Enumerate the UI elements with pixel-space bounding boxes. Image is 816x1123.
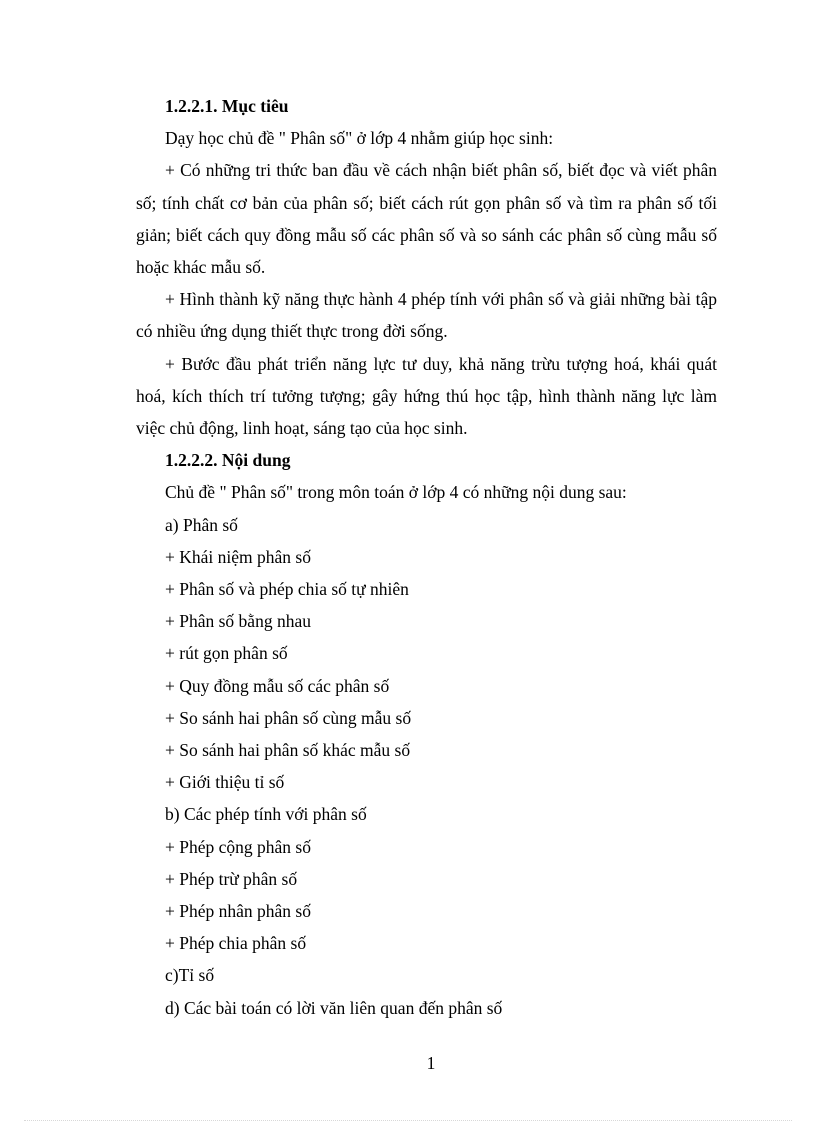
- goal-paragraph-skills: + Hình thành kỹ năng thực hành 4 phép tính với phân số và giải những bài tập có nhiều ứng dụng thiết thực trong đời sống.: [136, 289, 717, 342]
- page-bottom-divider: [24, 1120, 792, 1121]
- content-item: + Giới thiệu tỉ số: [165, 772, 285, 793]
- section-intro-muc-tieu: Dạy học chủ đề " Phân số" ở lớp 4 nhằm giúp học sinh:: [165, 128, 554, 149]
- content-item: + Quy đồng mẫu số các phân số: [165, 675, 390, 696]
- page-content: [136, 90, 717, 1024]
- content-item: + So sánh hai phân số khác mẫu số: [165, 740, 411, 761]
- content-item: + Phép cộng phân số: [165, 836, 311, 857]
- content-item: + Khái niệm phân số: [165, 546, 311, 567]
- content-group-b: b) Các phép tính với phân số: [165, 804, 367, 825]
- content-item: + Phép chia phân số: [165, 933, 307, 954]
- page-number: 1: [426, 1053, 436, 1073]
- content-group-a: a) Phân số: [165, 514, 238, 535]
- content-item: + rút gọn phân số: [165, 643, 288, 664]
- content-item: + Phép trừ phân số: [165, 868, 298, 889]
- section-intro-noi-dung: Chủ đề " Phân số" trong môn toán ở lớp 4 có những nội dung sau:: [165, 482, 627, 503]
- content-group-d: d) Các bài toán có lời văn liên quan đến phân số: [165, 997, 503, 1018]
- content-item: + Phép nhân phân số: [165, 901, 311, 922]
- goal-paragraph-thinking: + Bước đầu phát triển năng lực tư duy, khả năng trừu tượng hoá, khái quát hoá, kích thích trí tưởng tượng; gây hứng thú học tập, hình thành năng lực làm việc chủ động, linh hoạt, sáng tạo của học sinh.: [136, 353, 717, 439]
- content-item: + So sánh hai phân số cùng mẫu số: [165, 707, 412, 728]
- content-item: + Phân số bằng nhau: [165, 611, 311, 632]
- content-group-c: c)Tỉ số: [165, 965, 215, 986]
- goal-paragraph-knowledge: + Có những tri thức ban đầu về cách nhận biết phân số, biết đọc và viết phân số; tính chất cơ bản của phân số; biết cách rút gọn phân số và tìm ra phân số tối giản; biết cách quy đồng mẫu số các phân số và so sánh các phân số cùng mẫu số hoặc khác mẫu số.: [136, 160, 717, 278]
- content-item: + Phân số và phép chia số tự nhiên: [165, 579, 409, 600]
- section-heading-muc-tieu: 1.2.2.1. Mục tiêu: [165, 96, 289, 116]
- section-heading-noi-dung: 1.2.2.2. Nội dung: [165, 450, 291, 471]
